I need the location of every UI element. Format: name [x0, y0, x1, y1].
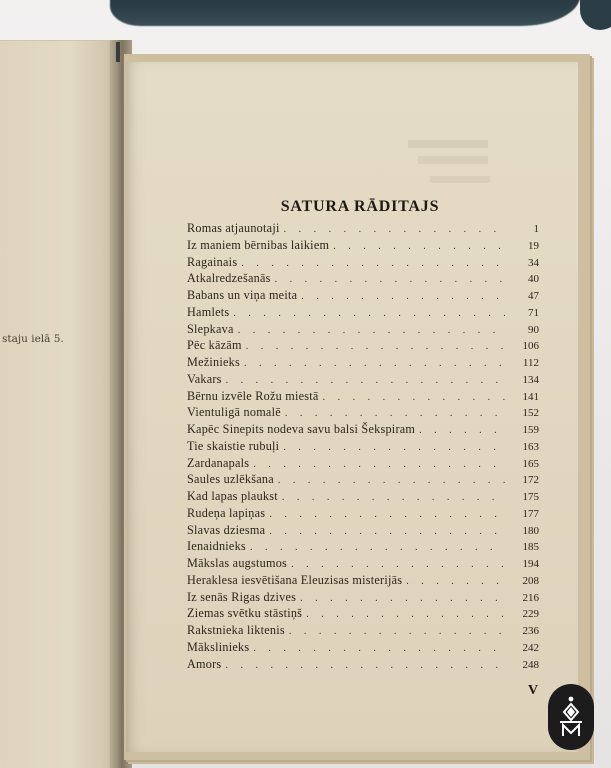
toc-entry-page: 71	[528, 306, 539, 319]
left-page	[0, 40, 116, 768]
toc-entry-title: Mežinieks	[187, 355, 241, 369]
show-through-mark	[418, 156, 488, 164]
toc-entry	[187, 371, 539, 388]
left-page-text-fragment: staju ielā 5.	[2, 333, 64, 345]
toc-entry-page: 165	[522, 457, 539, 470]
toc-entry-title: Kad lapas plaukst	[187, 489, 278, 503]
toc-entry-page: 40	[528, 273, 539, 286]
toc-entry-title: Slavas dziesma	[187, 522, 266, 537]
toc-entry-page: 248	[522, 658, 539, 671]
toc-dot-leader	[240, 356, 505, 373]
toc-entry-title: Vakars	[187, 371, 222, 386]
toc-entry	[187, 589, 539, 606]
toc-entry-page: 1	[533, 223, 539, 235]
toc-entry	[187, 287, 539, 304]
toc-entry-title: Vientuligā nomalē	[187, 405, 281, 420]
toc-entry-title: Heraklesa iesvētišana Eleuzisas misterijās	[187, 572, 403, 587]
toc-entry-page: 152	[522, 407, 539, 420]
toc-entry	[187, 304, 539, 321]
toc-entry-title: Ienaidnieks	[187, 539, 246, 554]
toc-dot-leader	[415, 423, 505, 440]
toc-entry-title: Iz maniem bērnibas laikiem	[187, 237, 330, 252]
toc-entry-title: Saules uzlēkšana	[187, 472, 274, 487]
toc-entry-page: 19	[528, 239, 539, 252]
toc-entry	[187, 555, 539, 572]
toc-entry-title: Babans un viņa meita	[187, 288, 298, 302]
toc-entry	[187, 337, 539, 354]
toc-entry	[187, 656, 539, 673]
toc-entry-page: 208	[522, 574, 539, 587]
toc-dot-leader	[402, 574, 505, 591]
toc-entry	[187, 455, 539, 472]
toc-entry-title: Tie skaistie rubuļi	[187, 438, 280, 453]
toc-entry-page: 112	[522, 357, 539, 369]
toc-entry	[187, 522, 539, 539]
toc-entry-page: 134	[522, 373, 539, 386]
toc-entry-title: Slepkava	[187, 321, 234, 336]
toc-entry-title: Rudeņa lapiņas	[187, 505, 266, 520]
toc-entry-page: 216	[522, 591, 539, 604]
toc-entry-title: Ragainais	[187, 254, 238, 269]
toc-entry-title: Rakstnieka liktenis	[187, 623, 285, 637]
logo-icon	[556, 694, 586, 740]
toc-entry-title: Mākslinieks	[187, 639, 250, 654]
toc-dot-leader	[249, 457, 505, 474]
toc-entry	[187, 354, 539, 371]
toc-entry-page: 175	[522, 491, 539, 503]
toc-entry	[187, 538, 539, 555]
toc-entry-page: 141	[522, 390, 539, 403]
toc-dot-leader	[249, 641, 505, 658]
toc-entry-title: Ziemas svētku stāstiņš	[187, 606, 303, 621]
toc-entry-title: Bērnu izvēle Rožu miestā	[187, 388, 319, 403]
toc-entry	[187, 237, 539, 254]
toc-entry-title: Amors	[187, 656, 222, 671]
toc-entry-title: Atkalredzešanās	[187, 271, 271, 286]
toc-entry-title: Mākslas augstumos	[187, 556, 288, 570]
toc-entry-page: 106	[522, 340, 539, 353]
toc-dot-leader	[271, 272, 505, 289]
toc-entry	[187, 220, 539, 237]
toc-dot-leader	[285, 624, 505, 641]
toc-dot-leader	[319, 390, 505, 407]
toc-entry-page: 236	[522, 625, 539, 637]
toc-list	[187, 220, 539, 672]
toc-entry	[187, 438, 539, 455]
toc-entry-page: 47	[528, 290, 539, 302]
toc-dot-leader	[302, 607, 505, 624]
toc-entry	[187, 622, 539, 639]
toc-entry-page: 180	[522, 524, 539, 537]
toc-entry-page: 194	[522, 558, 539, 570]
toc-dot-leader	[265, 507, 505, 524]
toc-dot-leader	[279, 440, 505, 457]
toc-entry-title: Romas atjaunotaji	[187, 221, 280, 235]
toc-entry-page: 185	[522, 541, 539, 554]
toc-entry-page: 159	[522, 424, 539, 436]
toc-entry	[187, 471, 539, 488]
spine-edge	[116, 42, 120, 62]
toc-dot-leader	[274, 473, 505, 490]
toc-entry	[187, 572, 539, 589]
toc-dot-leader	[242, 339, 505, 356]
watermark-logo	[548, 684, 594, 750]
toc-entry	[187, 639, 539, 656]
toc-dot-leader	[297, 289, 505, 306]
toc-entry	[187, 388, 539, 405]
show-through-mark	[430, 176, 490, 183]
toc-entry	[187, 270, 539, 287]
toc-entry-title: Kapēc Sinepits nodeva savu balsi Šekspiram	[187, 422, 416, 436]
toc-title: SATURA RĀDITAJS	[280, 198, 440, 215]
toc-entry	[187, 421, 539, 438]
toc-entry-title: Zardanapals	[187, 455, 250, 470]
toc-entry-title: Pēc kāzām	[187, 338, 242, 353]
toc-dot-leader	[265, 524, 505, 541]
toc-entry-page: 229	[522, 608, 539, 621]
toc-entry-page: 242	[522, 641, 539, 654]
toc-dot-leader	[329, 239, 505, 256]
toc-entry-title: Iz senās Rigas dzives	[187, 589, 297, 604]
dark-fabric	[110, 0, 580, 26]
toc-entry-page: 172	[522, 474, 539, 487]
show-through-mark	[408, 140, 488, 148]
toc-entry	[187, 488, 539, 505]
toc-dot-leader	[278, 490, 505, 507]
toc-entry-title: Hamlets	[187, 304, 230, 319]
toc-dot-leader	[296, 591, 505, 608]
dark-fabric-corner	[580, 0, 611, 30]
toc-entry	[187, 404, 539, 421]
toc-entry-page: 34	[528, 256, 539, 269]
toc-dot-leader	[221, 658, 505, 675]
toc-entry-page: 90	[528, 323, 539, 336]
toc-entry	[187, 605, 539, 622]
toc-entry-page: 177	[522, 507, 539, 520]
toc-entry-page: 163	[522, 440, 539, 453]
toc-dot-leader	[234, 323, 505, 340]
toc-dot-leader	[237, 256, 505, 273]
toc-entry	[187, 505, 539, 522]
toc-dot-leader	[229, 306, 505, 323]
toc-entry	[187, 254, 539, 271]
page-numeral: V	[528, 683, 539, 698]
toc-entry	[187, 321, 539, 338]
